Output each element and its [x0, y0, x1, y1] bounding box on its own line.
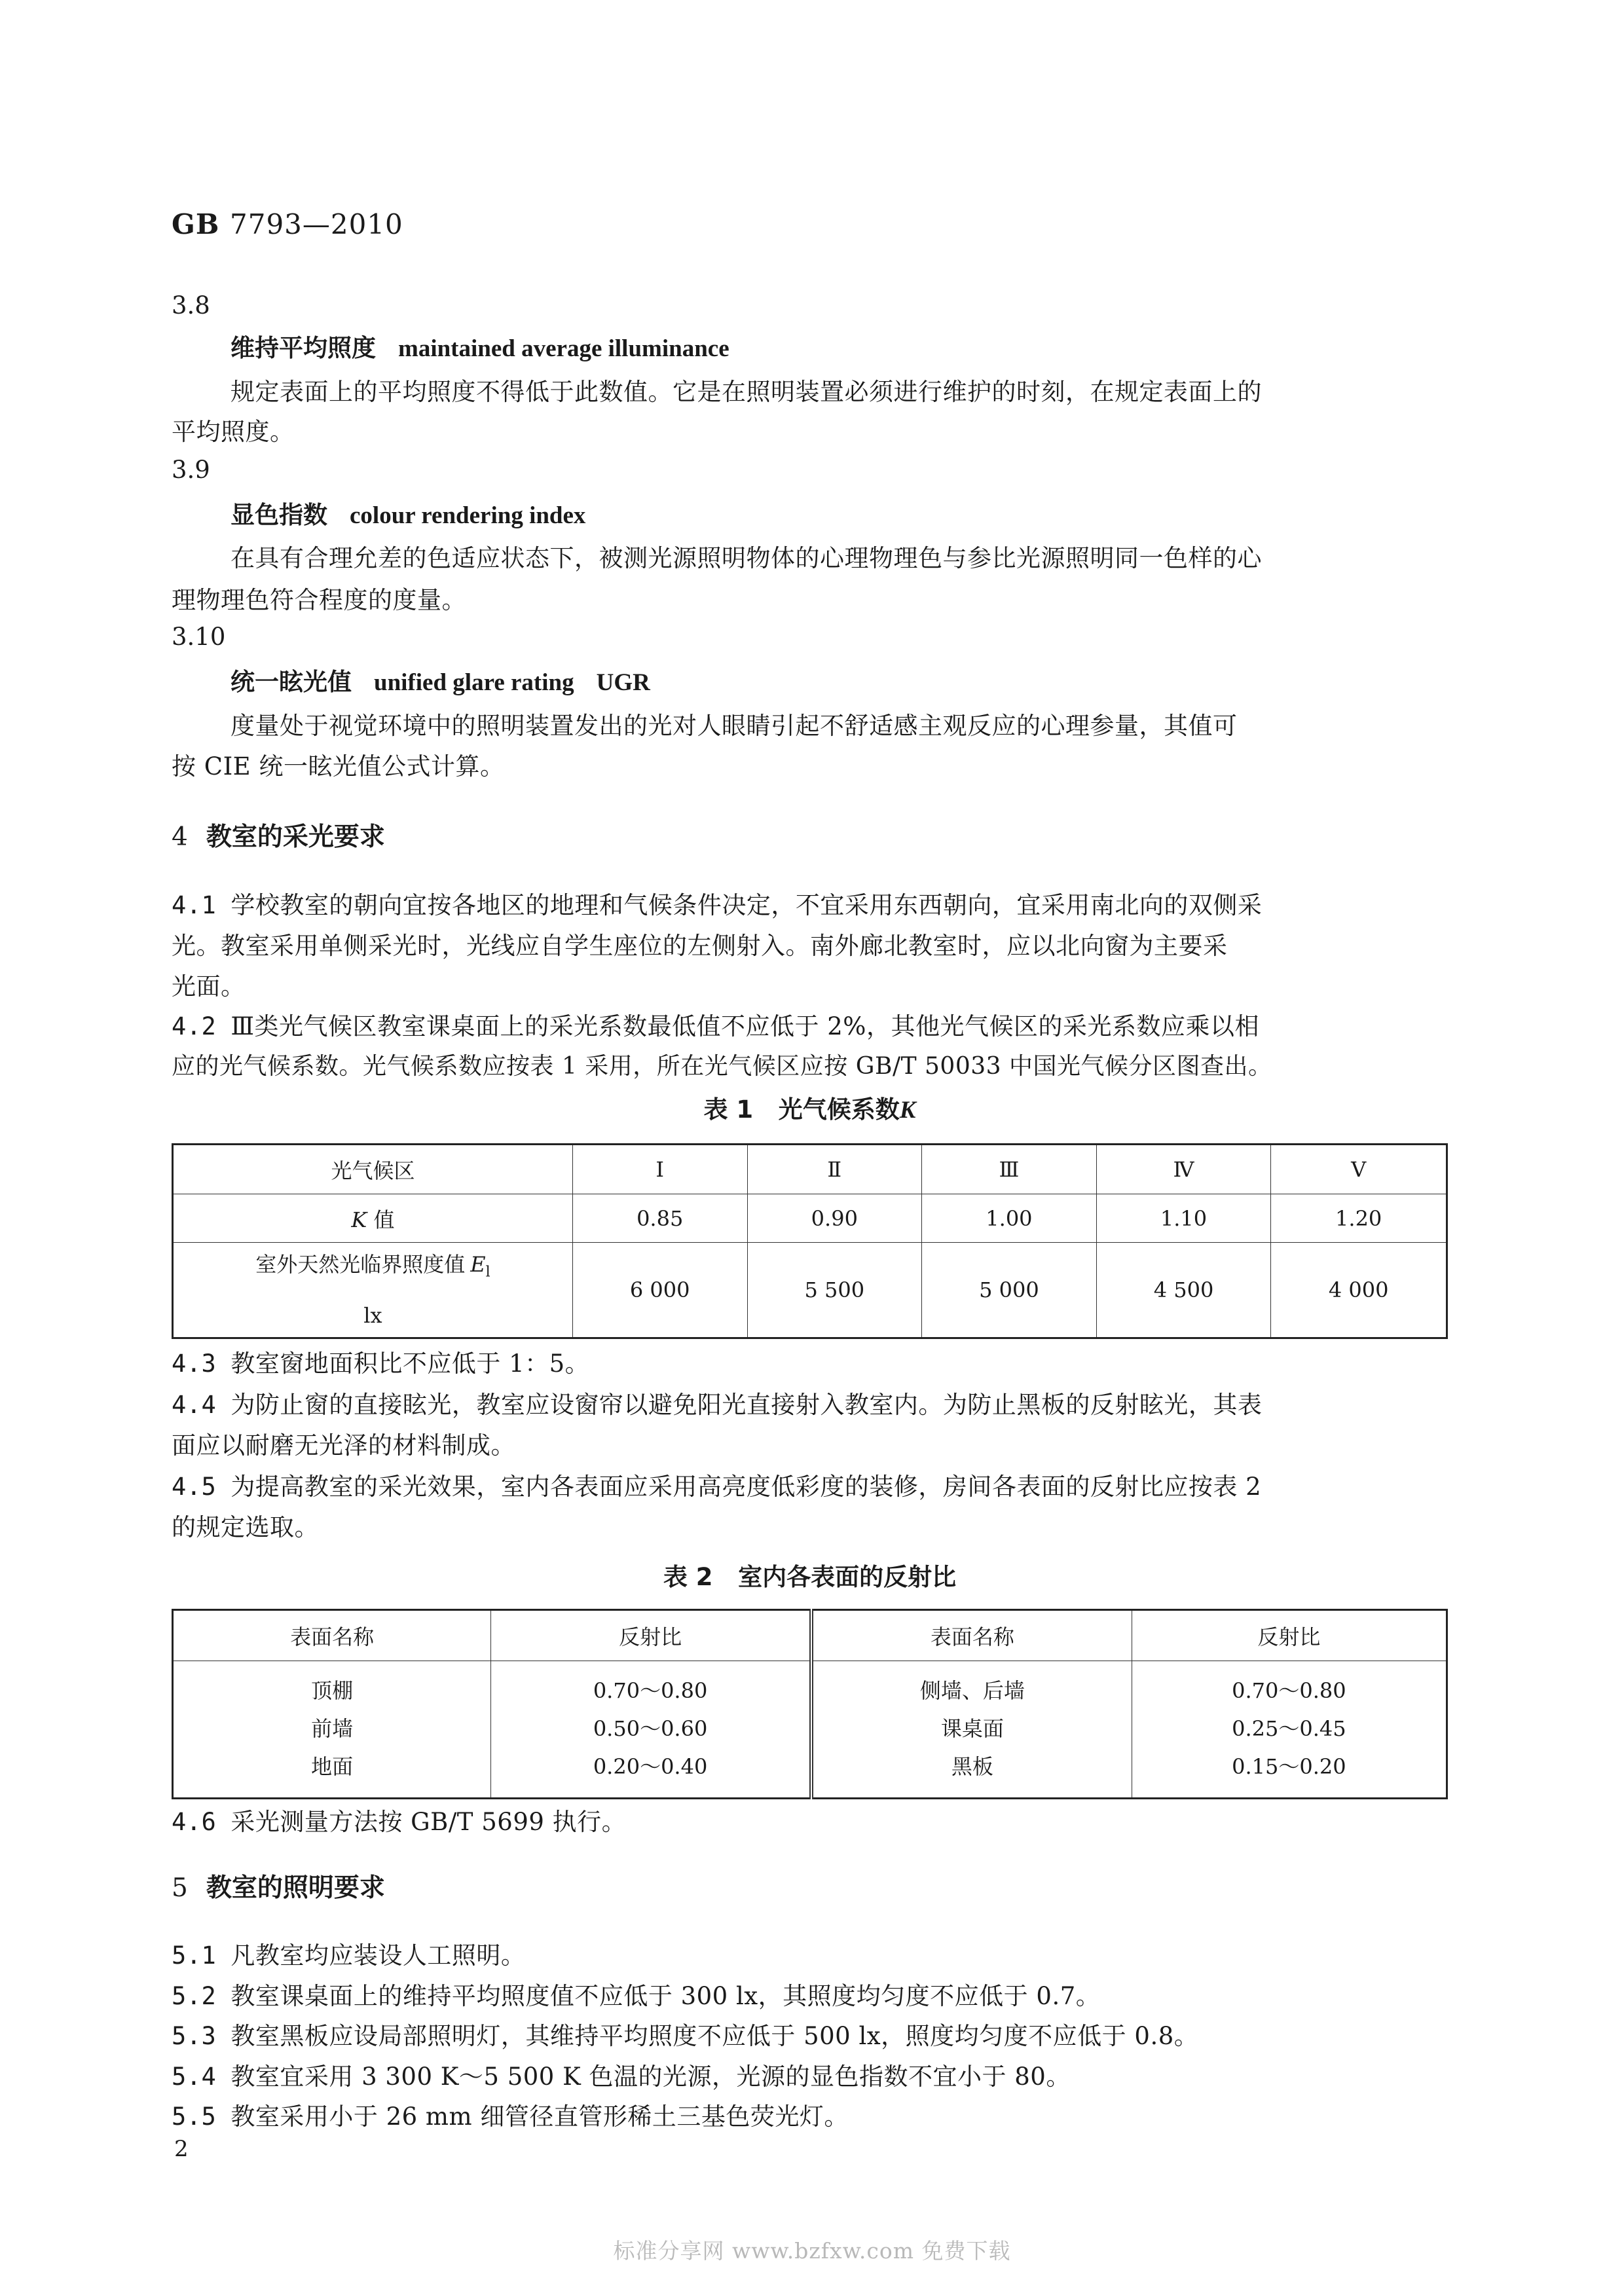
section-number: 5 [172, 1873, 188, 1903]
table-row-label [173, 1243, 573, 1338]
clause-line [172, 885, 1262, 921]
table-header-cell: Ⅱ [747, 1145, 922, 1194]
footer-watermark: 标准分享网 www.bzfxw.com 免费下载 [613, 2238, 1011, 2264]
section-heading [172, 1867, 385, 1904]
table-row [173, 1243, 1447, 1338]
term-cn: 统一眩光值 [231, 668, 352, 696]
clause-line: 的规定选取。 [172, 1513, 319, 1541]
table-header-cell: 反射比 [1132, 1610, 1447, 1661]
standard-code-number: 7793—2010 [230, 208, 403, 240]
table-cell: 顶棚 [173, 1661, 491, 1709]
clause-number: 4.1 [172, 891, 217, 919]
clause-number: 4.2 [172, 1012, 217, 1040]
term-definition-line: 度量处于视觉环境中的照明装置发出的光对人眼睛引起不舒适感主观反应的心理参量，其值可 [231, 712, 1238, 740]
table-caption [172, 1557, 1448, 1592]
table-header-cell: Ⅰ [572, 1145, 747, 1194]
table-caption-symbol: K [899, 1097, 916, 1124]
table-cell: 地面 [173, 1746, 491, 1799]
clause-line: 应的光气候系数。光气候系数应按表 1 采用，所在光气候区应按 GB/T 50033 中国光气候分区图查出。 [172, 1053, 1272, 1080]
section-number: 4 [172, 822, 188, 852]
e-label: 室外天然光临界照度值 [255, 1252, 466, 1277]
table-cell: 0.15～0.20 [1232, 1754, 1346, 1779]
term-cn: 显色指数 [231, 501, 327, 529]
table-cell: 黑板 [811, 1746, 1132, 1799]
section-title: 教室的采光要求 [206, 822, 385, 852]
table-cell: 侧墙、后墙 [811, 1661, 1132, 1709]
clause-text: 为提高教室的采光效果，室内各表面应采用高亮度低彩度的装修，房间各表面的反射比应按表 2 [231, 1473, 1262, 1501]
table-header-cell: 表面名称 [173, 1610, 491, 1661]
clause-text: 教室课桌面上的维持平均照度值不应低于 300 lx，其照度均匀度不应低于 0.7。 [231, 1982, 1101, 2010]
clause-line [172, 2016, 1198, 2051]
page-number: 2 [174, 2136, 189, 2162]
term-cn: 维持平均照度 [231, 334, 376, 362]
clause-text: 凡教室均应装设人工照明。 [231, 1941, 526, 1970]
term-en: maintained average illuminance [398, 335, 729, 362]
table-caption-label: 表 1 [703, 1095, 754, 1124]
table-cell: 4 500 [1096, 1243, 1271, 1338]
table-caption-title: 室内各表面的反射比 [738, 1563, 957, 1591]
clause-line [172, 1006, 1259, 1042]
table-cell: 5 000 [922, 1243, 1097, 1338]
term-number: 3.10 [172, 623, 226, 651]
clause-line [172, 2097, 849, 2132]
table-header-cell: 光气候区 [173, 1145, 573, 1194]
table-cell: 0.90 [747, 1194, 922, 1243]
table-cell: 6 000 [572, 1243, 747, 1338]
clause-number: 5.1 [172, 1941, 217, 1970]
table-reflectance [172, 1609, 1448, 1799]
section-heading [172, 817, 385, 853]
clause-line [172, 1385, 1262, 1420]
clause-text: Ⅲ类光气候区教室课桌面上的采光系数最低值不应低于 2%，其他光气候区的采光系数应乘以相 [231, 1012, 1259, 1040]
term-abbr: UGR [596, 669, 650, 696]
clause-line [172, 1802, 626, 1837]
table-cell: 1.00 [922, 1194, 1097, 1243]
term-title [231, 328, 729, 363]
clause-number: 4.6 [172, 1808, 217, 1836]
e-symbol: E [470, 1252, 486, 1277]
section-title: 教室的照明要求 [206, 1873, 385, 1903]
clause-number: 5.4 [172, 2063, 217, 2091]
clause-number: 5.2 [172, 1982, 217, 2010]
table-header-cell: Ⅲ [922, 1145, 1097, 1194]
table-header-cell: Ⅳ [1096, 1145, 1271, 1194]
table-cell: 0.70～0.80 [491, 1661, 811, 1709]
clause-line [172, 1344, 589, 1379]
term-definition-line: 按 CIE 统一眩光值公式计算。 [172, 752, 505, 780]
table-row [173, 1746, 1447, 1799]
k-symbol: K [351, 1207, 367, 1232]
term-definition-line: 平均照度。 [172, 418, 295, 446]
term-title [231, 495, 585, 530]
term-title [231, 662, 650, 697]
clause-number: 4.4 [172, 1391, 217, 1419]
table-cell: 4 000 [1271, 1243, 1447, 1338]
term-en: colour rendering index [350, 502, 586, 529]
clause-line: 光面。 [172, 972, 246, 1001]
term-definition-line: 在具有合理允差的色适应状态下，被测光源照明物体的心理物理色与参比光源照明同一色样的心 [231, 544, 1262, 572]
clause-line [172, 1976, 1100, 2011]
clause-text: 教室宜采用 3 300 K～5 500 K 色温的光源，光源的显色指数不宜小于 80。 [231, 2063, 1071, 2091]
table-cell: 5 500 [747, 1243, 922, 1338]
standard-code [172, 208, 403, 240]
clause-number: 4.5 [172, 1473, 217, 1501]
table-header-cell: 表面名称 [811, 1610, 1132, 1661]
table-cell: 0.50～0.60 [491, 1708, 811, 1746]
table-caption-title: 光气候系数 [778, 1095, 900, 1124]
table-cell: 0.70～0.80 [1232, 1678, 1346, 1703]
term-en: unified glare rating [374, 669, 574, 696]
table-cell: 前墙 [173, 1708, 491, 1746]
term-definition-line: 理物理色符合程度的度量。 [172, 586, 466, 614]
table-light-climate-coefficient [172, 1143, 1448, 1339]
table-cell: 课桌面 [811, 1708, 1132, 1746]
table-row [173, 1708, 1447, 1746]
table-cell: 1.10 [1096, 1194, 1271, 1243]
clause-line [172, 2057, 1071, 2092]
clause-line [172, 1467, 1261, 1502]
clause-text: 采光测量方法按 GB/T 5699 执行。 [231, 1808, 627, 1836]
table-caption-label: 表 2 [663, 1563, 713, 1591]
clause-text: 学校教室的朝向宜按各地区的地理和气候条件决定，不宜采用东西朝向，宜采用南北向的双侧采 [231, 891, 1263, 919]
clause-text: 教室黑板应设局部照明灯，其维持平均照度不应低于 500 lx，照度均匀度不应低于 0.8。 [231, 2022, 1199, 2050]
table-cell: 0.85 [572, 1194, 747, 1243]
clause-number: 4.3 [172, 1349, 217, 1378]
table-header-cell: 反射比 [491, 1610, 811, 1661]
e-unit: lx [363, 1303, 382, 1329]
clause-number: 5.5 [172, 2102, 217, 2131]
table-header-row [173, 1145, 1447, 1194]
clause-line: 光。教室采用单侧采光时，光线应自学生座位的左侧射入。南外廊北教室时，应以北向窗为主要采 [172, 932, 1228, 960]
table-cell: 1.20 [1271, 1194, 1447, 1243]
clause-text: 教室窗地面积比不应低于 1：5。 [231, 1349, 590, 1378]
table-cell: 0.20～0.40 [491, 1746, 811, 1799]
table-row [173, 1661, 1447, 1709]
table-cell: 0.25～0.45 [1232, 1716, 1346, 1741]
table-caption [172, 1090, 1448, 1125]
table-header-row [173, 1610, 1447, 1661]
clause-number: 5.3 [172, 2022, 217, 2050]
clause-text: 为防止窗的直接眩光，教室应设窗帘以避免阳光直接射入教室内。为防止黑板的反射眩光，其表 [231, 1391, 1263, 1419]
k-label: 值 [367, 1207, 395, 1232]
clause-text: 教室采用小于 26 mm 细管径直管形稀土三基色荧光灯。 [231, 2102, 849, 2131]
standard-code-prefix: GB [172, 208, 220, 240]
clause-line: 面应以耐磨无光泽的材料制成。 [172, 1431, 515, 1460]
e-subscript: l [485, 1264, 490, 1281]
table-row-label [173, 1194, 573, 1243]
table-header-cell: Ⅴ [1271, 1145, 1447, 1194]
term-number: 3.9 [172, 456, 210, 484]
term-definition-line: 规定表面上的平均照度不得低于此数值。它是在照明装置必须进行维护的时刻，在规定表面上的 [231, 378, 1262, 406]
term-number: 3.8 [172, 291, 210, 320]
clause-line [172, 1936, 525, 1971]
table-row [173, 1194, 1447, 1243]
